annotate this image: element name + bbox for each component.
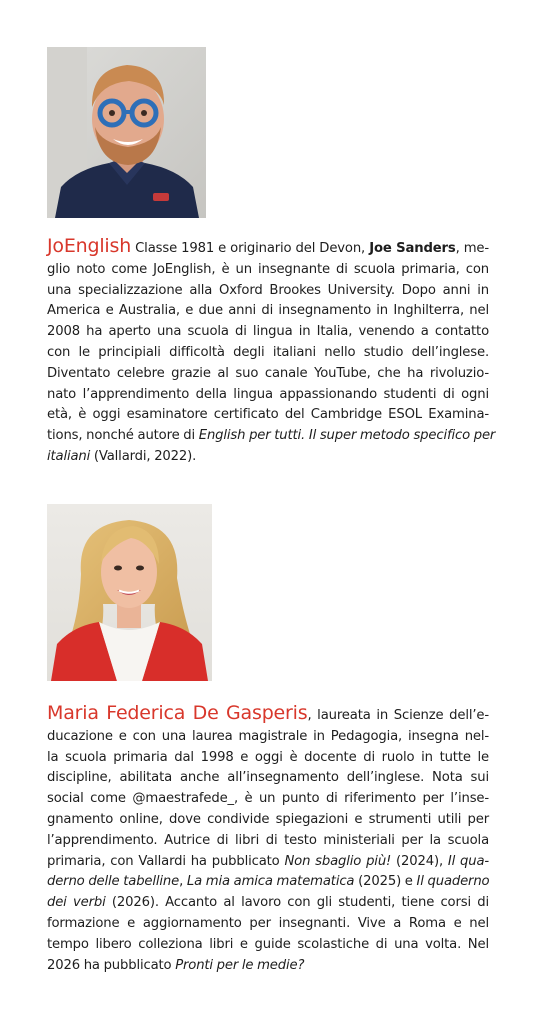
bio-text: , <box>179 874 187 890</box>
bio-line <box>47 301 489 322</box>
bio-text: (2024), <box>391 853 448 869</box>
book-title: English per tutti. Il super metodo specifico per <box>198 428 496 444</box>
bio-line <box>47 322 489 343</box>
portrait-woman-blonde-image <box>47 504 212 681</box>
bio-line <box>47 260 489 281</box>
bio-line <box>47 789 489 810</box>
bio-line <box>47 364 489 385</box>
bio-line <box>47 852 489 873</box>
bio-text: ducazione e con una laurea magistrale in Pedagogia, insegna nel- <box>47 728 489 744</box>
bio-line <box>47 281 489 302</box>
bio-line <box>47 748 489 769</box>
bio-text: Classe 1981 e originario del Devon, <box>131 241 370 256</box>
bio-line <box>47 810 489 831</box>
bio-text: 2026 ha pubblicato <box>47 957 176 973</box>
bio-text: Diventato celebre grazie al suo canale YouTube, che ha rivoluzio- <box>47 365 489 381</box>
book-title: Pronti per le medie? <box>175 957 305 973</box>
bio-line <box>47 831 489 852</box>
bio-text: , laureata in Scienze dell’e- <box>307 708 489 723</box>
bio-text: gnamento online, dove condivide spiegazioni e strumenti utili per <box>47 811 489 827</box>
book-title: italiani <box>47 448 91 464</box>
bio-line <box>47 893 489 914</box>
portrait-man-glasses-image <box>47 47 206 218</box>
bio-line <box>47 872 489 893</box>
bio-text: tions, nonché autore di <box>47 428 199 444</box>
author-photo-joenglish <box>47 47 206 218</box>
bio-line <box>47 426 496 447</box>
bio-text: formazione e aggiornamento per insegnanti. Vive a Roma e nel <box>47 915 489 931</box>
bio-text: discipline, abilitata anche all’insegnamento dell’inglese. Nota sui <box>47 770 489 786</box>
bio-line <box>47 914 489 935</box>
bio-text: (Vallardi, 2022). <box>90 448 197 464</box>
bio-text: America e Australia, e due anni di insegnamento in Inghilterra, nel <box>47 303 489 319</box>
bio-line <box>47 236 489 260</box>
book-title: La mia amica matematica <box>186 874 355 890</box>
bio-text: nato l’apprendimento della lingua appassionando studenti di ogni <box>47 386 489 402</box>
bio-line <box>47 727 489 748</box>
book-title: derno delle tabelline <box>47 874 180 890</box>
book-title: Non sbaglio più! <box>284 853 392 869</box>
book-title: Il quaderno <box>416 874 490 890</box>
bio-text: l’apprendimento. Autrice di libri di testo ministeriali per la scuola <box>47 832 489 848</box>
bio-line <box>47 405 489 426</box>
bio-text: (2025) e <box>354 874 417 890</box>
bio-line <box>47 935 489 956</box>
bio-text: una specializzazione alla Oxford Brookes University. Dopo anni in <box>47 282 489 298</box>
bio-text: tempo libero colleziona libri e guide scolastiche di una volta. Nel <box>47 936 489 952</box>
author-bio-de-gasperis <box>47 703 489 976</box>
bio-text: con le principiali difficoltà degli italiani nello studio dell’inglese. <box>47 344 489 360</box>
bio-text: la scuola primaria dal 1998 e oggi è docente di ruolo in tutte le <box>47 749 489 765</box>
book-title: dei verbi <box>47 895 106 911</box>
bio-line <box>47 343 489 364</box>
bio-text: (2026). Accanto al lavoro con gli studenti, tiene corsi di <box>105 895 489 911</box>
bio-text: social come @maestrafede_, è un punto di riferimento per l’inse- <box>47 791 489 807</box>
author-name: JoEnglish <box>47 235 132 257</box>
author-name: Maria Federica De Gasperis <box>47 702 308 724</box>
bio-text: , me- <box>455 241 489 256</box>
bio-text: primaria, con Vallardi ha pubblicato <box>47 853 285 869</box>
bold-text: Joe Sanders <box>369 241 456 256</box>
bio-line <box>47 447 489 468</box>
bio-text: età, è oggi esaminatore certificato del Cambridge ESOL Examina- <box>47 407 489 423</box>
bio-line <box>47 703 489 727</box>
bio-text: 2008 ha aperto una scuola di lingua in Italia, venendo a contatto <box>47 324 489 340</box>
bio-line <box>47 385 489 406</box>
author-bio-joenglish <box>47 235 496 468</box>
bio-line <box>47 768 489 789</box>
bio-line <box>47 956 489 977</box>
book-title: Il qua- <box>447 853 489 869</box>
bio-text: glio noto come JoEnglish, è un insegnante di scuola primaria, con <box>47 261 489 277</box>
author-photo-de-gasperis <box>47 504 212 681</box>
